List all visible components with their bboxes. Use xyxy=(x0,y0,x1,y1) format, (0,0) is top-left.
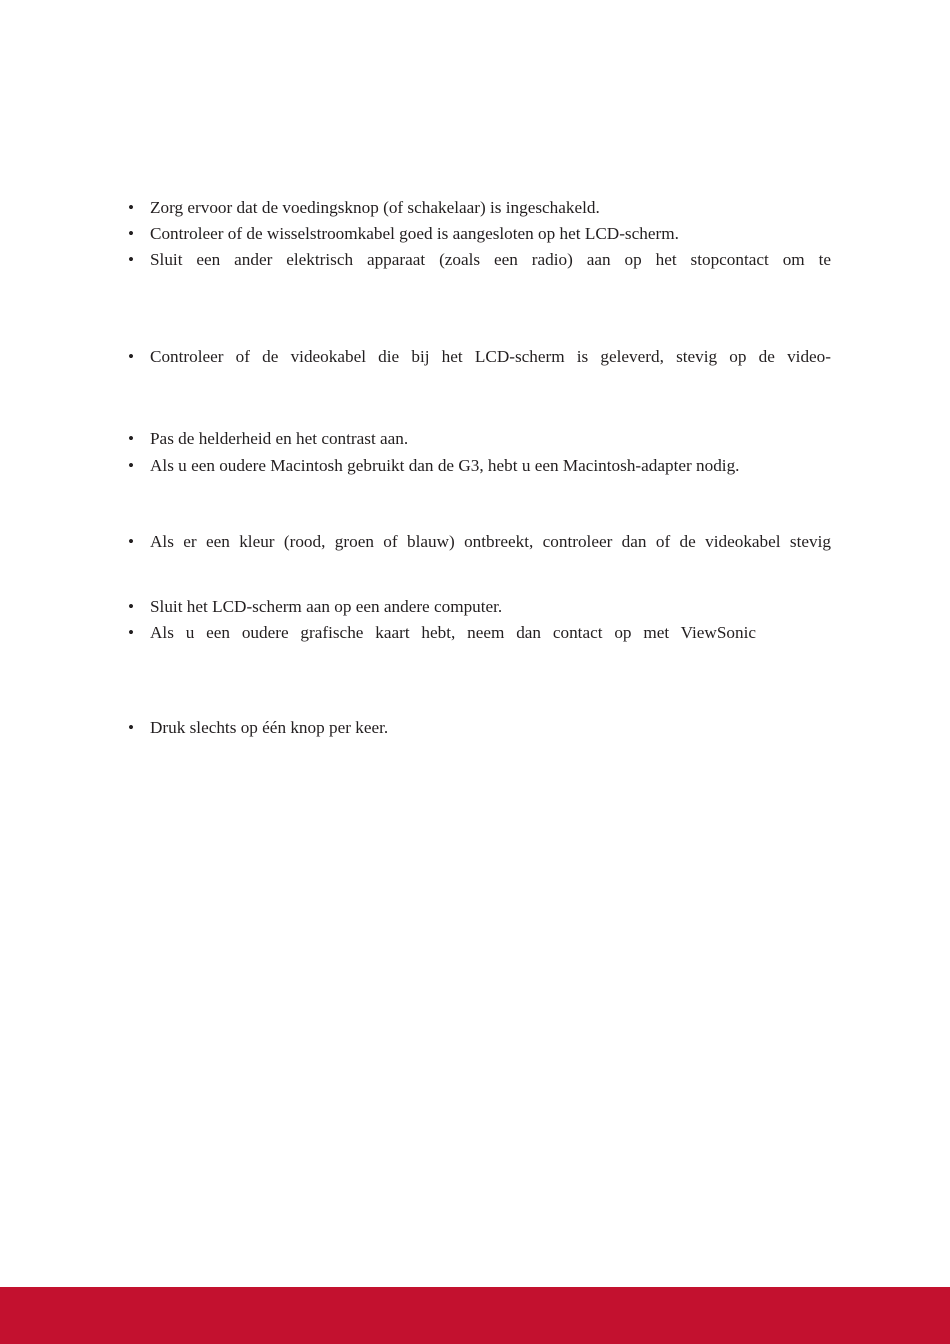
bullet-graphics-card: • Als u een oudere grafische kaart hebt, neem dan contact op met ViewSonic xyxy=(150,622,756,644)
bullet-brightness-contrast: • Pas de helderheid en het contrast aan. xyxy=(150,428,831,450)
bullet-other-computer: • Sluit het LCD-scherm aan op een andere computer. xyxy=(150,596,831,618)
bullet-missing-color: • Als er een kleur (rood, groen of blauw) ontbreekt, controleer dan of de videokabel stevig xyxy=(150,531,831,553)
bullet-macintosh-adapter: • Als u een oudere Macintosh gebruikt dan de G3, hebt u een Macintosh-adapter nodig. xyxy=(150,455,831,477)
footer-bar xyxy=(0,1287,950,1344)
bullet-power-button: • Zorg ervoor dat de voedingsknop (of schakelaar) is ingeschakeld. xyxy=(150,197,831,219)
bullet-ac-cable: • Controleer of de wisselstroomkabel goed is aangesloten op het LCD-scherm. xyxy=(150,223,831,245)
bullet-other-appliance: • Sluit een ander elektrisch apparaat (zoals een radio) aan op het stopcontact om te xyxy=(150,249,831,271)
bullet-video-cable: • Controleer of de videokabel die bij het LCD-scherm is geleverd, stevig op de video- xyxy=(150,346,831,368)
bullet-one-button: • Druk slechts op één knop per keer. xyxy=(150,717,831,739)
